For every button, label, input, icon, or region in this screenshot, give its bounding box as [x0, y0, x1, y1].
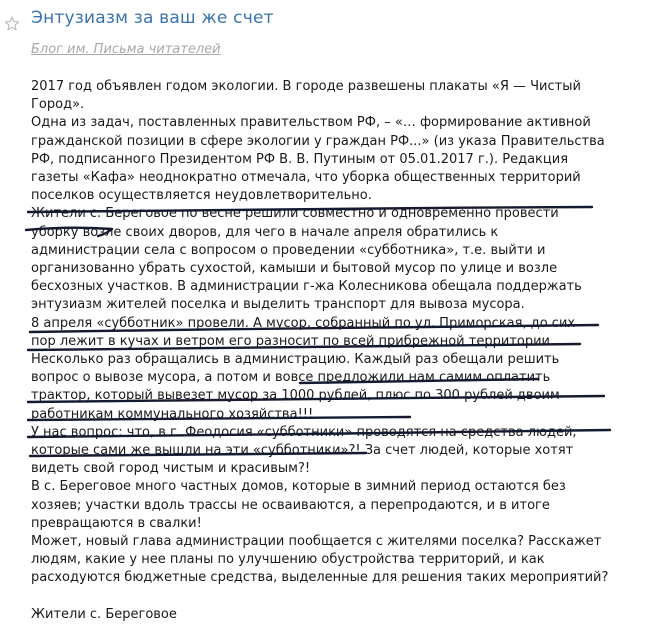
post-body — [31, 78, 631, 624]
body-line: Несколько раз обращались в администрацию. Каждый раз обещали решить — [31, 352, 560, 368]
body-line: хозяев; участки вдоль трассы не осваиваются, а перепродаются, и в итоге — [31, 497, 550, 513]
body-line: РФ, подписанного Президентом РФ В. В. Путиным от 05.01.2017 г.). Редакция — [31, 151, 569, 167]
body-line: У нас вопрос: что, в г. Феодосия «субботники» проводятся на средства людей, — [31, 424, 577, 440]
body-line: Одна из задач, поставленных правительством РФ, – «… формирование активной — [31, 115, 591, 131]
star-icon[interactable] — [4, 16, 20, 32]
body-line: пор лежит в кучах и ветром его разносит по всей прибрежной территории. — [31, 333, 555, 349]
body-line: людям, какие у нее планы по улучшению обустройства территорий, и как — [31, 552, 545, 568]
body-line: гражданской позиции в сфере экологии у граждан РФ...» (из указа Правительства — [31, 133, 605, 149]
paragraph-gap — [31, 588, 631, 606]
body-line: Жители с. Береговое по весне решили совместно и одновременно провести — [31, 206, 559, 222]
blog-link[interactable]: Блог им. Письма читателей — [31, 42, 221, 57]
body-line: 2017 год объявлен годом экологии. В городе развешены плакаты «Я — Чистый — [31, 79, 581, 94]
post-title[interactable]: Энтузиазм за ваш же счет — [31, 8, 274, 28]
body-line: расходуются бюджетные средства, выделенные для решения таких мероприятий? — [31, 570, 609, 586]
body-line: которые сами же вышли на эти «субботники»?! За счет людей, которые хотят — [31, 443, 574, 459]
body-line: газеты «Кафа» неоднократно отмечала, что уборка общественных территорий — [31, 170, 581, 186]
body-line: администрации села с вопросом о проведении «субботника», т.е. выйти и — [31, 242, 546, 258]
body-line: превращаются в свалки! — [31, 515, 202, 531]
body-line: бесхозных участков. В администрации г-жа Колесникова обещала поддержать — [31, 279, 582, 295]
body-line: вопрос о вывозе мусора, а потом и вовсе предложили нам самим оплатить — [31, 370, 551, 386]
body-line: энтузиазм жителей поселка и выделить транспорт для вывоза мусора. — [31, 297, 525, 313]
body-line: видеть свой город чистым и красивым?! — [31, 461, 311, 477]
body-line: организованно убрать сухостой, камыши и бытовой мусор по улице и возле — [31, 261, 558, 277]
body-line: уборку возле своих дворов, для чего в начале апреля обратились к — [31, 224, 499, 240]
body-line: Может, новый глава администрации пообщается с жителями поселка? Расскажет — [31, 534, 602, 550]
body-line: работникам коммунального хозяйства!!! — [31, 406, 314, 422]
body-line: Город». — [31, 97, 85, 113]
body-line: трактор, который вывезет мусор за 1000 рублей, плюс по 300 рублей двоим — [31, 388, 560, 404]
signature: Жители с. Береговое — [31, 606, 177, 622]
body-line: 8 апреля «субботник» провели. А мусор, собранный по ул. Приморская, до сих — [31, 315, 576, 331]
body-line: В с. Береговое много частных домов, которые в зимний период остаются без — [31, 479, 566, 495]
body-line: поселков осуществляется неудовлетворительно. — [31, 188, 372, 204]
